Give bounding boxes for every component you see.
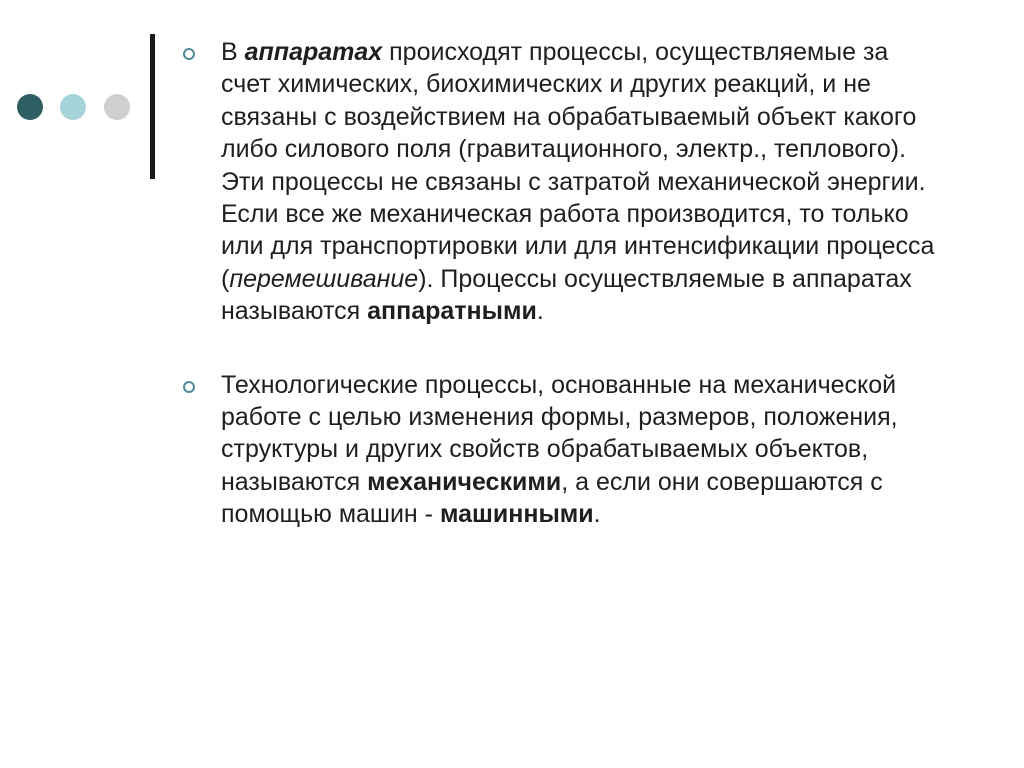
decor-vertical-rule xyxy=(150,34,155,179)
bullet-circle-icon xyxy=(183,48,195,60)
text-segment: происходят процессы, осуществляемые за счет химических, биохимических и других реакций, и не связаны с воздействием на обрабатываемый объект какого либо силового поля (гравитационного, электр., теплового). Эти процессы не связаны с затратой механической энергии. Если все же механическая работа производится, то только или для транспортировки или для интенсификации процесса ( xyxy=(221,38,935,293)
decor-dot-dark xyxy=(17,94,43,120)
bullet-circle-icon xyxy=(183,381,195,393)
text-segment: В xyxy=(221,38,245,66)
bullet-item-2 xyxy=(183,369,943,531)
slide-body xyxy=(183,36,943,531)
bullet-item-1 xyxy=(183,36,943,328)
text-segment: . xyxy=(593,500,601,529)
emphasis-term: аппаратах xyxy=(244,38,383,66)
bold-term: механическими xyxy=(367,467,562,496)
bold-term: аппаратными xyxy=(367,297,537,326)
text-segment: ). Процессы осуществляемые в аппаратах называются xyxy=(221,264,912,326)
text-segment: , а если они совершаются с помощью машин - xyxy=(221,467,883,529)
decor-dot-light xyxy=(60,94,86,120)
text-segment: Технологические процессы, основанные на механической работе с целью изменения формы, размеров, положения, структуры и других свойств обрабатываемых объектов, называются xyxy=(221,370,898,496)
italic-term: перемешивание xyxy=(229,264,419,293)
text-segment: . xyxy=(536,297,544,326)
decor-dot-grey xyxy=(104,94,130,120)
bold-term: машинными xyxy=(439,500,594,529)
bullet-text xyxy=(221,38,934,325)
bullet-text xyxy=(221,371,898,529)
